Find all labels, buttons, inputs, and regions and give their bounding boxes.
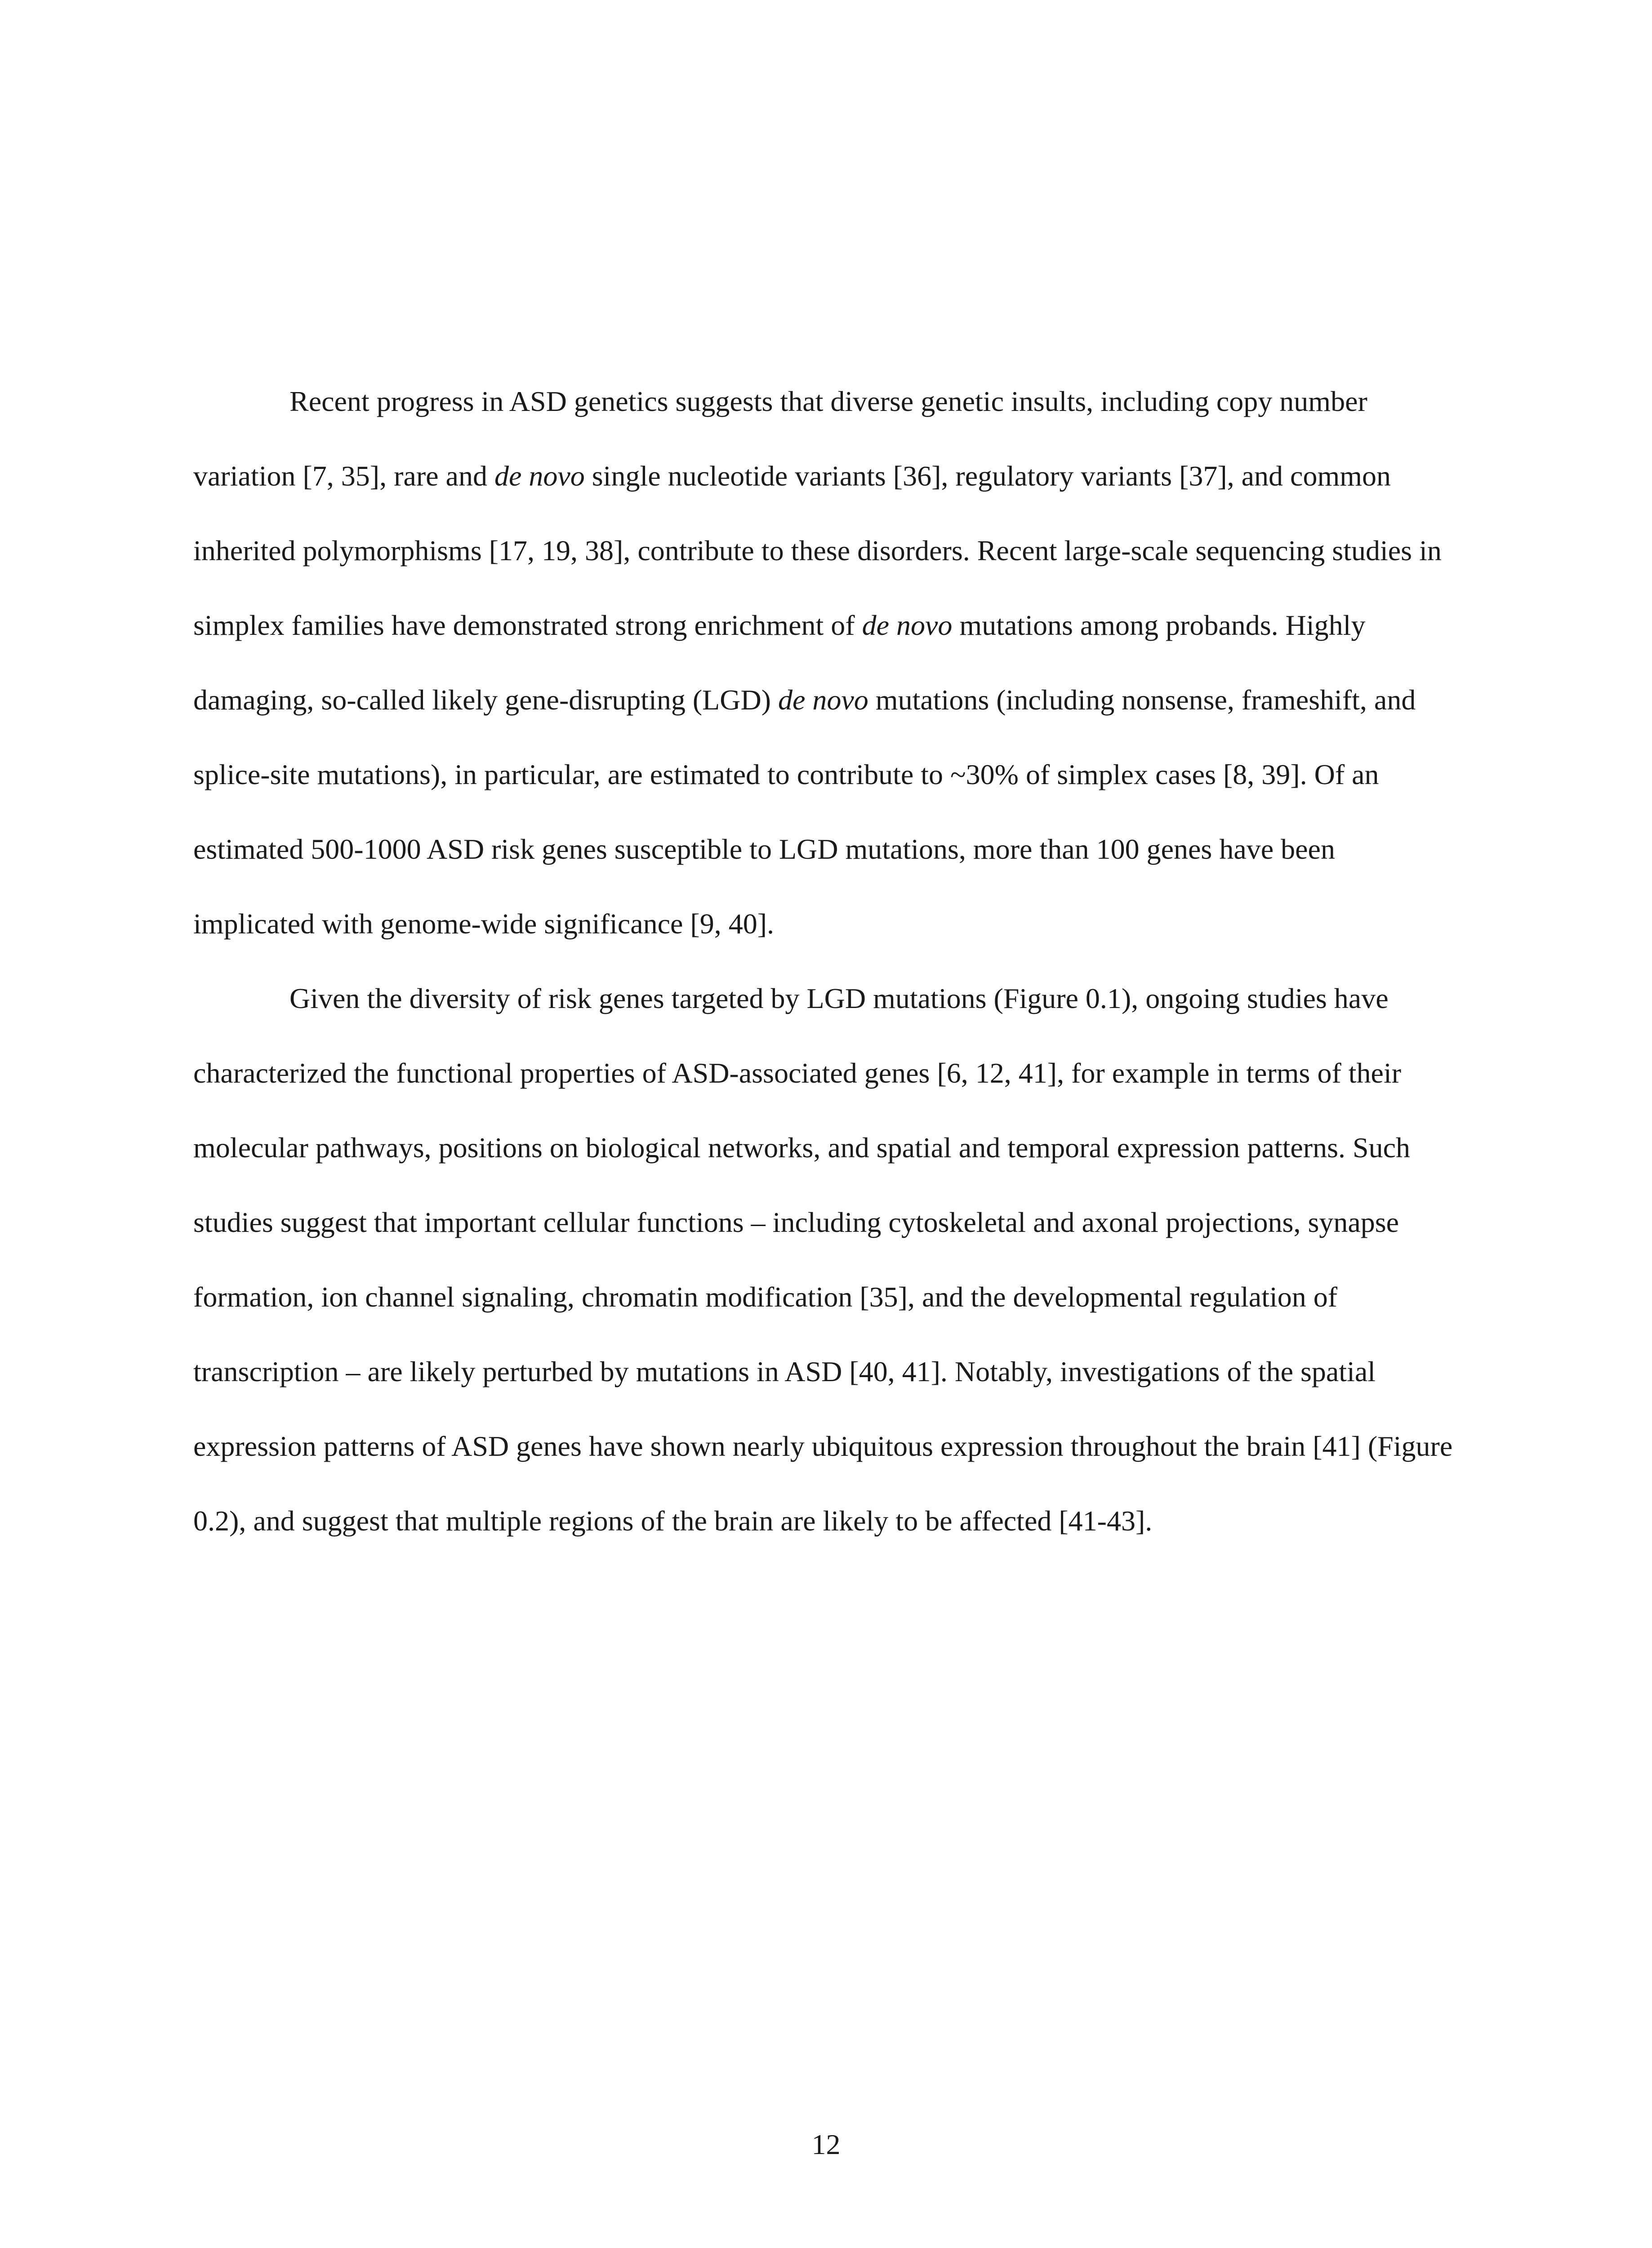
paragraph-1-italic-term: de novo xyxy=(494,460,585,492)
paragraph-1-text: single nucleotide variants [36], regulatory variants [37], and common inherited polymorphisms [17, 19, 38], contribute to these disorders. Recent large-scale sequencing studies in simplex families have demonstrated strong enrichment of xyxy=(193,460,1442,641)
paragraph-1-text: Recent progress in ASD genetics suggests that diverse genetic insults, including copy number variation [7, 35], rare and xyxy=(193,385,1367,492)
body-text xyxy=(193,364,1456,1558)
paragraph-1-italic-term: de novo xyxy=(862,609,953,641)
paragraph-1-text: mutations (including nonsense, frameshift, and splice-site mutations), in particular, are estimated to contribute to ~30% of simplex cases [8, 39]. Of an estimated 500-1000 ASD risk genes susceptible to LGD mutations, more than 100 genes have been implicated with genome-wide significance [9, 40]. xyxy=(193,684,1416,940)
paragraph-2-text: Given the diversity of risk genes targeted by LGD mutations (Figure 0.1), ongoing studies have characterized the functional properties of ASD-associated genes [6, 12, 41], for example in terms of their molecular pathways, positions on biological networks, and spatial and temporal expression patterns. Such studies suggest that important cellular functions – including cytoskeletal and axonal projections, synapse formation, ion channel signaling, chromatin modification [35], and the developmental regulation of transcription – are likely perturbed by mutations in ASD [40, 41]. Notably, investigations of the spatial expression patterns of ASD genes have shown nearly ubiquitous expression throughout the brain [41] (Figure 0.2), and suggest that multiple regions of the brain are likely to be affected [41-43]. xyxy=(193,982,1453,1537)
paragraph-1-text: mutations among probands. Highly damaging, so-called likely gene-disrupting (LGD) xyxy=(193,609,1366,716)
paragraph-2 xyxy=(193,961,1456,1558)
paragraph-1 xyxy=(193,364,1456,961)
paragraph-1-italic-term: de novo xyxy=(778,684,868,716)
page-number: 12 xyxy=(811,2128,841,2160)
